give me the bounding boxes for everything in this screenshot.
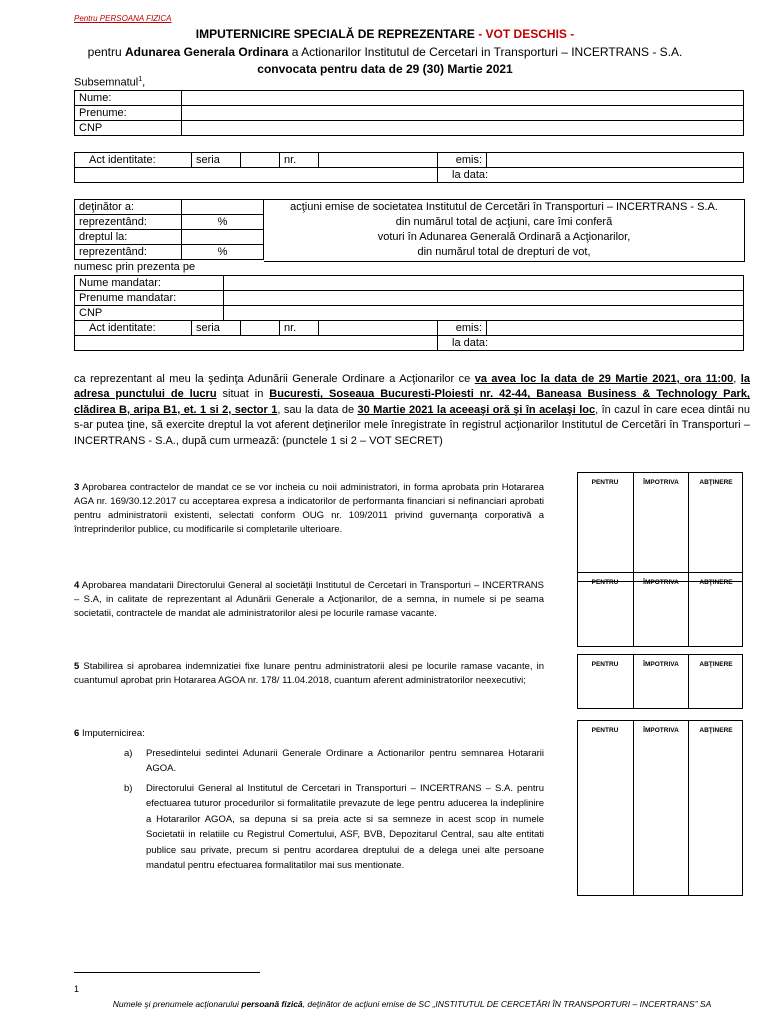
intro-comma: , — [142, 76, 146, 89]
emis-mandatar-field[interactable] — [487, 321, 744, 336]
item-text: Imputernicirea: — [81, 728, 145, 739]
label-nume-mandatar: Nume mandatar: — [75, 276, 224, 291]
vote-abtinere-header: ABŢINERE — [699, 727, 733, 734]
vote-abtinere-header: ABŢINERE — [699, 661, 733, 668]
para-part-1: ca reprezentant al meu la şedinţa Adunării Generale Ordinare a Acţionarilor ce — [74, 373, 475, 385]
holding-table — [74, 199, 264, 260]
vote-abtinere-header: ABŢINERE — [699, 579, 733, 586]
para-part-9: , în cazul în care ecea dintâi nu s-ar putea ţine, să exercite dreptul la vot aferent deţinerilor mele înregistrate în registrul acţionarilor Institutul de Cercetări în Transporturi – INCERTRANS - S.A., după cum urmează: (punctele 1 si 2 – VOT SECRET) — [74, 403, 751, 447]
mandate-paragraph — [74, 372, 750, 449]
vote-box-item-5 — [577, 654, 743, 709]
item-number: 3 — [74, 482, 80, 493]
meeting-date-time: va avea loc la data de 29 Martie 2021, ora 11:00 — [474, 373, 734, 385]
label-cnp-mandatar: CNP — [75, 306, 224, 321]
vote-impotriva-cell[interactable] — [633, 573, 688, 646]
subitem-text: Presedintelui sedintei Adunarii Generale Ordinare a Actionarilor pentru semnarea Hotararii AGOA. — [146, 747, 544, 774]
proxy-table — [74, 275, 744, 321]
nume-mandatar-field[interactable] — [224, 276, 744, 291]
label-seria-mandatar: seria — [192, 321, 241, 336]
vote-impotriva-header: ÎMPOTRIVA — [643, 579, 679, 586]
label-emis: emis: — [438, 153, 487, 168]
emis-field[interactable] — [487, 153, 744, 168]
prenume-field[interactable] — [182, 106, 744, 121]
vote-pentru-cell[interactable] — [578, 473, 632, 581]
label-la-data-mandatar: la data: — [438, 336, 744, 351]
vote-pentru-header: PENTRU — [591, 579, 619, 586]
label-seria: seria — [192, 153, 241, 168]
nr-mandatar-field[interactable] — [319, 321, 438, 336]
label-reprezentand-1: reprezentând: — [75, 215, 182, 230]
title-vote-type: - VOT DESCHIS - — [474, 27, 575, 41]
holding-line-4: din numărul total de drepturi de vot, — [417, 246, 591, 258]
title-main: IMPUTERNICIRE SPECIALĂ DE REPREZENTARE — [195, 27, 475, 41]
vote-pentru-cell[interactable] — [578, 655, 632, 708]
vote-abtinere-header: ABŢINERE — [699, 479, 733, 486]
label-nume: Nume: — [75, 91, 182, 106]
form-title — [0, 27, 770, 41]
label-detinator: deţinător a: — [75, 200, 182, 215]
vote-impotriva-cell[interactable] — [633, 721, 688, 895]
holding-description — [264, 199, 745, 262]
label-prenume: Prenume: — [75, 106, 182, 121]
vote-impotriva-header: ÎMPOTRIVA — [643, 661, 679, 668]
vote-box-item-6 — [577, 720, 743, 896]
intro-text: Subsemnatul — [74, 76, 139, 89]
vote-pentru-header: PENTRU — [591, 479, 619, 486]
agenda-item-5 — [74, 660, 544, 688]
form-type-tag: Pentru PERSOANA FIZICA — [74, 14, 172, 23]
para-part-7: , sau la data de — [277, 403, 358, 416]
holding-line-1: acţiuni emise de societatea Institutul de Cercetări în Transporturi – INCERTRANS - S.A. — [290, 201, 718, 213]
dreptul-field[interactable] — [182, 230, 264, 245]
item-number: 4 — [74, 580, 80, 591]
proxy-id-blank-field[interactable] — [75, 336, 438, 351]
appoint-text: numesc prin prezenta pe — [74, 261, 196, 273]
label-prenume-mandatar: Prenume mandatar: — [75, 291, 224, 306]
proxy-id-table — [74, 320, 744, 351]
id-blank-field[interactable] — [75, 168, 438, 183]
percent-votes[interactable]: % — [182, 245, 264, 260]
agenda-item-4 — [74, 579, 544, 621]
label-nr-mandatar: nr. — [280, 321, 319, 336]
label-nr: nr. — [280, 153, 319, 168]
vote-abtinere-cell[interactable] — [688, 573, 743, 646]
meeting-address: Bucuresti, Soseaua Bucuresti-Ploiesti nr. 42-44, Baneasa Business & Technology Park, clădirea B, aripa B1, et. 1 si 2, sector 1 — [74, 388, 750, 416]
label-emis-mandatar: emis: — [438, 321, 487, 336]
para-part-3: , — [733, 373, 741, 385]
subtitle-suffix: a Actionarilor Institutul de Cercetari in Transporturi – INCERTRANS - S.A. — [288, 45, 683, 59]
item-text: Aprobarea contractelor de mandat ce se vor incheia cu noii administratori, in forma aprobata prin Hotararea AGA nr. 169/30.12.2017 cu acceptarea expresa a indicatorilor de performanta financiari si nefinanciari aprobati pentru administratorii existenti, selectati conform OUG nr. 109/2011 privind guvernanţa corporativă a întreprinderilor publice, cu modificarile si completarile ulterioare. — [74, 482, 544, 535]
vote-impotriva-header: ÎMPOTRIVA — [643, 479, 679, 486]
footnote-divider — [74, 972, 260, 973]
address-label: la adresa punctului de lucru — [74, 373, 750, 401]
item-text: Aprobarea mandatarii Directorului General al societăţii Institutul de Cercetari in Transporturi – INCERTRANS – S.A, in calitate de reprezentant al Adunării Generale a Acţionarilor, de a semna, in numele si pe seama societatii, contractele de mandat ale administratorilor alesi pe locurile ramase vacante. — [74, 580, 544, 619]
shareholder-intro — [74, 76, 145, 89]
vote-abtinere-cell[interactable] — [688, 473, 743, 581]
label-cnp: CNP — [75, 121, 182, 136]
agenda-item-6 — [74, 726, 544, 874]
detinator-field[interactable] — [182, 200, 264, 215]
footnote-number: 1 — [74, 984, 80, 994]
footnote-part-1: Numele şi prenumele acţionarului — [112, 999, 242, 1009]
vote-impotriva-header: ÎMPOTRIVA — [643, 727, 679, 734]
convocation-date: convocata pentru data de 29 (30) Martie 2021 — [257, 62, 513, 76]
footnote-bold: persoană fizică — [241, 999, 303, 1009]
vote-pentru-header: PENTRU — [591, 727, 619, 734]
vote-pentru-cell[interactable] — [578, 721, 632, 895]
nr-field[interactable] — [319, 153, 438, 168]
label-act-identitate: Act identitate: — [75, 153, 192, 168]
subitem-letter: a) — [124, 747, 133, 759]
holding-line-2: din numărul total de acţiuni, care îmi conferă — [395, 216, 613, 228]
cnp-field[interactable] — [182, 121, 744, 136]
footnote-part-3: , deţinător de acţiuni emise de SC „INSTITUTUL DE CERCETĂRI ÎN TRANSPORTURI – INCERTRANS” SA — [302, 999, 712, 1009]
shareholder-id-table — [74, 152, 744, 183]
vote-abtinere-cell[interactable] — [688, 721, 743, 895]
label-reprezentand-2: reprezentând: — [75, 245, 182, 260]
footnote-ref: 1 — [138, 76, 143, 83]
subitem-text: Directorului General al Institutul de Cercetari in Transporturi – INCERTRANS – S.A. pentru efectuarea tuturor procedurilor si formalitatile prevazute de lege pentru aducerea la indeplinire a Hotararilor AGOA, sa depuna si sa preia acte si sa semneze in acest scop in numele Societatii in relatiile cu Registrul Comertului, ASF, BVB, Depozitarul Central, sau alte entitati publice sau private, precum si pentru acordarea dreptului de a delega unei alte persoane mandatul pentru efectuarea formalitatilor mai sus mentionate. — [146, 782, 544, 871]
vote-box-item-3 — [577, 472, 743, 582]
footnote-text — [74, 999, 750, 1009]
seria-mandatar-field[interactable] — [241, 321, 280, 336]
subitem-letter: b) — [124, 782, 133, 794]
seria-field[interactable] — [241, 153, 280, 168]
holding-line-3: voturi în Adunarea Generală Ordinară a Acţionarilor, — [377, 231, 631, 243]
vote-pentru-cell[interactable] — [578, 573, 632, 646]
percent-shares[interactable]: % — [182, 215, 264, 230]
second-convocation: 30 Martie 2021 la aceeaşi oră şi în acelaşi loc — [357, 403, 596, 416]
vote-abtinere-cell[interactable] — [688, 655, 743, 708]
item-number: 5 — [74, 661, 80, 672]
vote-pentru-header: PENTRU — [591, 661, 619, 668]
form-subtitle — [0, 45, 770, 59]
label-la-data: la data: — [438, 168, 744, 183]
subtitle-bold: Adunarea Generala Ordinara — [125, 45, 289, 59]
vote-box-item-4 — [577, 572, 743, 647]
label-dreptul: dreptul la: — [75, 230, 182, 245]
shareholder-identity-table — [74, 90, 744, 136]
nume-field[interactable] — [182, 91, 744, 106]
item-number: 6 — [74, 728, 80, 739]
agenda-subitem-a — [74, 746, 544, 777]
agenda-subitem-b — [74, 781, 544, 874]
vote-impotriva-cell[interactable] — [633, 655, 688, 708]
vote-impotriva-cell[interactable] — [633, 473, 688, 581]
cnp-mandatar-field[interactable] — [224, 306, 744, 321]
subtitle-prefix: pentru — [87, 45, 125, 59]
agenda-item-3 — [74, 481, 544, 537]
label-act-identitate-mandatar: Act identitate: — [75, 321, 192, 336]
prenume-mandatar-field[interactable] — [224, 291, 744, 306]
item-text: Stabilirea si aprobarea indemnizatiei fixe lunare pentru administratorii alesi pe locurile ramase vacante, in cuantumul aprobat prin Hotararea AGOA nr. 178/ 11.04.2018, cuantum aferent administratorilor neexecutivi; — [74, 661, 544, 686]
para-part-5: situat in — [216, 388, 270, 401]
